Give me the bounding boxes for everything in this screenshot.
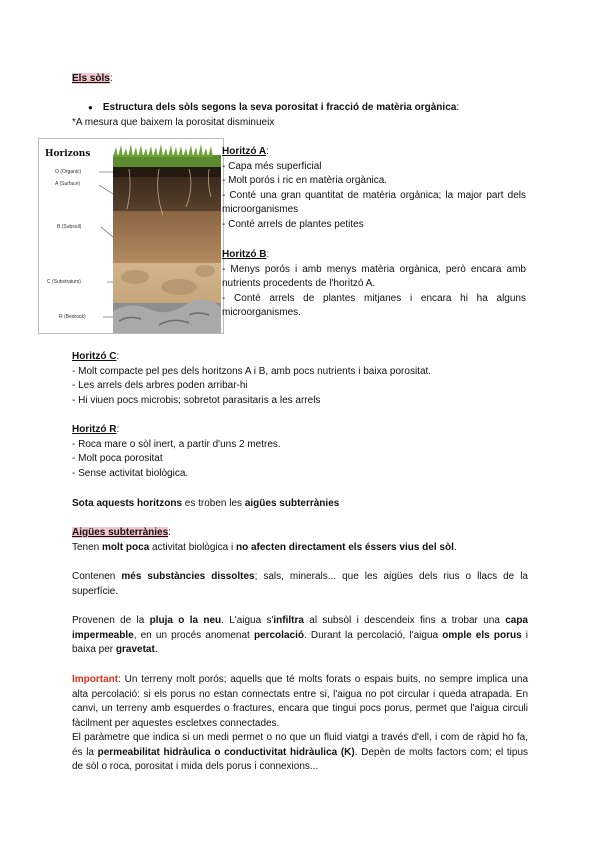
horizon-c-heading: Horitzó C (72, 351, 117, 362)
horizon-r-layer (113, 299, 221, 333)
horizon-a-item: - Molt porós i ric en matèria orgànica. (222, 175, 388, 186)
intro-bold-2: aigües subterrànies (244, 498, 340, 509)
groundwater-p4 (72, 673, 528, 731)
p3-bold: capa impermeable (72, 615, 528, 641)
groundwater-p3 (72, 614, 528, 658)
important-label: Important (72, 674, 119, 685)
horizon-b-layer (113, 211, 221, 263)
groundwater-intro (72, 497, 339, 512)
grass-layer (113, 144, 221, 169)
horizon-r-item: - Sense activitat biològica. (72, 467, 189, 479)
intro-text: es troben les (182, 498, 245, 509)
p1-text: activitat biològica i (149, 542, 236, 553)
horizon-a-item: - Conté arrels de plantes petites (222, 218, 364, 230)
figure-label-o: O (Organic) (55, 169, 82, 175)
bullet-colon: : (456, 102, 460, 113)
p3-text: . (154, 644, 158, 655)
horizon-r-item: - Roca mare o sòl inert, a partir d'uns 2 metres. (72, 438, 281, 450)
p3-text: . L'aigua s' (221, 615, 274, 626)
groundwater-p2 (72, 570, 528, 599)
horizon-r-item: - Molt poca porositat (72, 453, 163, 464)
figure-label-a: A (Surface) (55, 181, 81, 187)
figure-label-b: B (Subsoil) (57, 224, 82, 230)
horizon-r-heading: Horitzó R (72, 424, 117, 435)
p4-text: : Un terreny molt porós; aquells que té molts forats o espais buits, no sempre implica una alta percolació: si els porus no estan connectats entre si, l'aigua no pot circular i queda atrapada. En canvi, un terreny amb esquerdes o fractures, encara que tingui pocs porus, permet que l'aigua circuli fàcilment per aquestes escletxes connectades. (72, 674, 528, 729)
horizon-c-section: Horitzó C: - Molt compacte pel pes dels horitzons A i B, amb pocs nutrients i baixa porositat. - Les arrels dels arbres poden arribar-hi - Hi viuen pocs microbis; sobretot parasitaris a les arrels (72, 350, 528, 408)
horizon-a-layer (113, 177, 221, 211)
p2-text: ; sals, minerals... que les aigües dels rius o llacs de la superfície. (72, 571, 528, 597)
p3-bold: gravetat (115, 644, 155, 655)
p5-bold: permeabilitat hidràulica o conductivitat hidràulica (K) (97, 746, 355, 758)
figure-label-c: C (Substratum) (47, 279, 81, 285)
horizon-r-section: Horitzó R: - Roca mare o sòl inert, a partir d'uns 2 metres. - Molt poca porositat - Sense activitat biològica. (72, 423, 528, 481)
groundwater-heading-line: Aigües subterrànies: (72, 527, 171, 538)
page-title (72, 72, 113, 87)
intro-bold-1: Sota aquests horitzons (72, 498, 183, 509)
soil-horizons-figure (38, 138, 224, 334)
p1-text: Tenen (72, 542, 103, 553)
p3-bold: omple els porus (442, 629, 522, 641)
p3-text: Provenen de la (72, 615, 150, 626)
horizon-a-item: - Capa més superficial (222, 160, 322, 172)
p1-text: . (453, 542, 457, 553)
p2-text: Contenen (72, 571, 122, 582)
horizon-c-item: - Molt compacte pel pes dels horitzons A i B, amb pocs nutrients i baixa porositat. (72, 365, 432, 377)
bullet-text: Estructura dels sòls segons la seva porositat i fracció de matèria orgànica (102, 102, 457, 113)
p5-text: . Depèn de molts factors com; el tipus de sòl o roca, porositat i mida dels porus i connexions... (72, 746, 529, 772)
bullet-heading (88, 101, 459, 116)
bullet-icon: ● (88, 103, 93, 112)
p3-text: . Durant la percolació, l'aigua (303, 629, 443, 641)
horizon-a-section: Horitzó A: - Capa més superficial - Molt porós i ric en matèria orgànica. - Conté una gran quantitat de matèria orgànica; la major part dels microorganismes - Conté arrels de plantes petites (222, 145, 526, 232)
horizon-b-section: Horitzó B: - Menys porós i amb menys matèria orgànica, però encara amb nutrients procedents de l'horitzó A. - Conté arrels de plantes mitjanes i encara hi ha alguns microorganismes. (222, 248, 526, 321)
groundwater-p1 (72, 541, 528, 556)
p3-bold: percolació (253, 629, 304, 641)
groundwater-heading: Aigües subterrànies (72, 527, 169, 538)
p3-bold: infiltra (273, 615, 304, 626)
horizon-b-heading: Horitzó B (222, 249, 267, 260)
title-colon: : (109, 73, 113, 84)
p3-text: al subsòl i descendeix fins a trobar una (303, 615, 506, 626)
horizon-b-item: - Menys porós i amb menys matèria orgànica, però encara amb nutrients procedents de l'horitzó A. (222, 263, 526, 289)
horizon-c-item: - Les arrels dels arbres poden arribar-hi (72, 380, 248, 391)
p3-text: , en un procés anomenat (133, 629, 254, 641)
horizon-a-heading: Horitzó A (222, 146, 267, 157)
figure-label-r: R (Bedrock) (59, 314, 86, 320)
horizon-c-item: - Hi viuen pocs microbis; sobretot parasitaris a les arrels (72, 394, 321, 406)
p1-bold: no afecten directament els éssers vius del sòl (235, 542, 454, 553)
p2-bold: més substàncies dissoltes (121, 571, 255, 582)
figure-heading: Horizons (45, 149, 91, 159)
p3-text: i baixa per (72, 629, 529, 655)
horizon-b-item: - Conté arrels de plantes mitjanes i encara hi ha alguns microorganismes. (222, 292, 526, 318)
horizon-a-item: - Conté una gran quantitat de matèria orgànica; la major part dels microorganismes (222, 189, 526, 215)
title-text: Els sòls (72, 73, 110, 84)
porosity-note: *A mesura que baixem la porositat disminueix (72, 117, 275, 128)
groundwater-p5 (72, 731, 528, 775)
p3-bold: pluja o la neu (149, 615, 222, 626)
p5-text: El paràmetre que indica si un medi permet o no que un fluid viatgi a través d'ell, i com de ràpid ho fa, és la (72, 732, 528, 758)
p1-bold: molt poca (102, 542, 150, 553)
